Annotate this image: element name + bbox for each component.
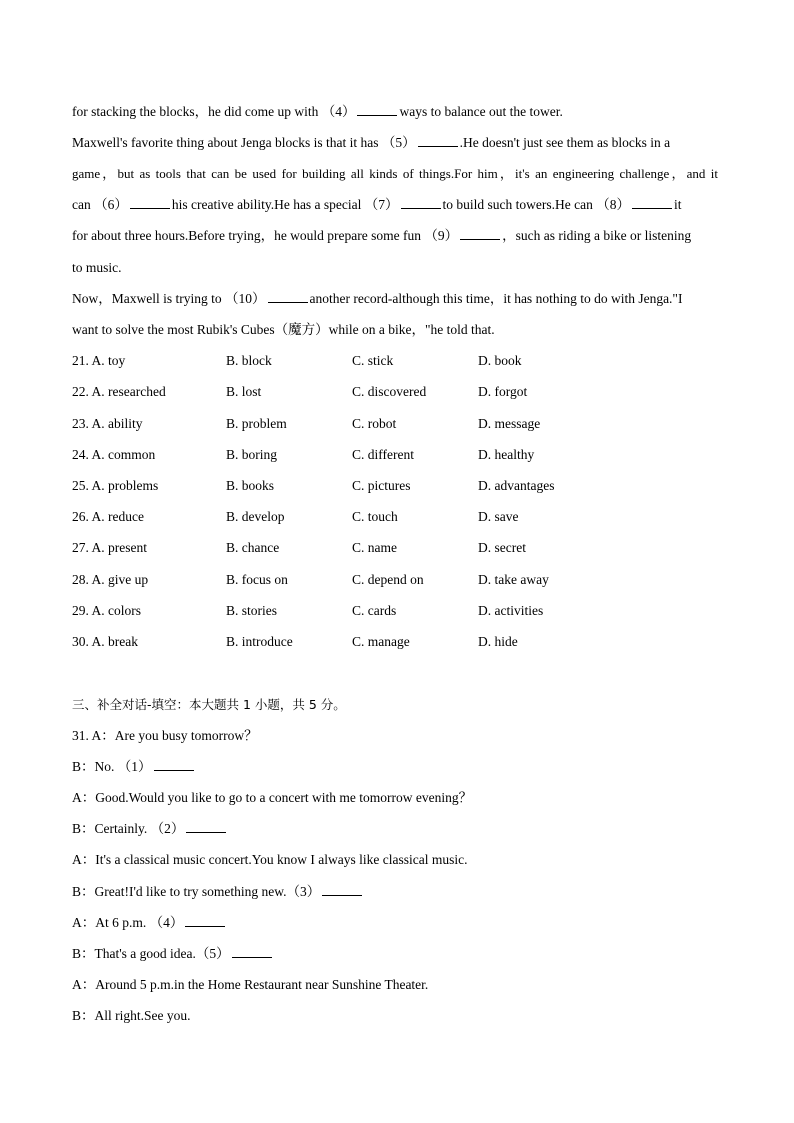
passage-line-4 <box>72 196 682 214</box>
dialogue-blank-5 <box>232 945 272 958</box>
dialogue-text: B：All right.See you. <box>72 1008 191 1023</box>
passage-line-6: to music. <box>72 260 122 275</box>
dialogue-text: A：Around 5 p.m.in the Home Restaurant near Sunshine Theater. <box>72 977 429 992</box>
option-c: C. different <box>352 447 414 462</box>
option-d: D. message <box>478 416 541 431</box>
dialogue-line <box>72 820 228 838</box>
dialogue-text: 31. A：Are you busy tomorrow？ <box>72 728 258 743</box>
option-c: C. pictures <box>352 478 411 493</box>
answer-blank-5 <box>418 134 458 147</box>
passage-text: for stacking the blocks，he did come up with （4） <box>72 104 356 119</box>
dialogue-line <box>72 851 467 869</box>
passage-text: ，such as riding a bike or listening <box>502 228 692 243</box>
dialogue-text: A：Good.Would you like to go to a concert with me tomorrow evening？ <box>72 790 473 805</box>
dialogue-text: B：No. （1） <box>72 759 152 774</box>
option-b: B. develop <box>226 509 285 524</box>
passage-text: another record-although this time，it has nothing to do with Jenga."I <box>309 291 683 306</box>
dialogue-line <box>72 727 258 745</box>
answer-blank-10 <box>268 290 308 303</box>
passage-text: Now，Maxwell is trying to （10） <box>72 291 266 306</box>
option-b: B. books <box>226 478 275 493</box>
passage-text: Maxwell's favorite thing about Jenga blocks is that it has （5） <box>72 135 416 150</box>
passage-text: can （6） <box>72 197 128 212</box>
option-c: C. cards <box>352 603 397 618</box>
option-c: C. discovered <box>352 384 427 399</box>
dialogue-text: B：Great!I'd like to try something new.（3） <box>72 884 321 899</box>
passage-text: for about three hours.Before trying，he would prepare some fun （9） <box>72 228 459 243</box>
dialogue-line <box>72 883 364 901</box>
option-d: D. forgot <box>478 384 528 399</box>
passage-text: it <box>674 197 682 212</box>
option-b: B. focus on <box>226 572 288 587</box>
passage-text: .He doesn't just see them as blocks in a <box>459 135 671 150</box>
dialogue-line <box>72 976 428 994</box>
option-c: C. stick <box>352 353 394 368</box>
dialogue-blank-2 <box>186 820 226 833</box>
option-b: B. chance <box>226 540 280 555</box>
option-a: 23. A. ability <box>72 416 143 431</box>
option-b: B. lost <box>226 384 262 399</box>
document-page <box>72 0 724 1123</box>
passage-line-7 <box>72 290 682 308</box>
option-b: B. problem <box>226 416 287 431</box>
option-d: D. healthy <box>478 447 535 462</box>
dialogue-line <box>72 789 472 807</box>
option-b: B. block <box>226 353 272 368</box>
passage-line-1 <box>72 103 563 121</box>
answer-blank-6 <box>130 196 170 209</box>
answer-blank-8 <box>632 196 672 209</box>
dialogue-text: B：Certainly. （2） <box>72 821 185 836</box>
option-b: B. boring <box>226 447 278 462</box>
section-heading: 三、补全对话-填空：本大题共 1 小题，共 5 分。 <box>72 697 346 712</box>
dialogue-blank-4 <box>185 914 225 927</box>
dialogue-text: A：It's a classical music concert.You know I always like classical music. <box>72 852 468 867</box>
option-a: 27. A. present <box>72 540 147 555</box>
option-c: C. robot <box>352 416 397 431</box>
passage-line-3: game，but as tools that can be used for building all kinds of things.For him，it's an engineering challenge，and it <box>72 166 718 181</box>
option-c: C. touch <box>352 509 398 524</box>
dialogue-blank-3 <box>322 883 362 896</box>
option-d: D. hide <box>478 634 518 649</box>
dialogue-line <box>72 1007 191 1025</box>
dialogue-text: B：That's a good idea.（5） <box>72 946 230 961</box>
option-c: C. depend on <box>352 572 424 587</box>
passage-text: ways to balance out the tower. <box>399 104 563 119</box>
option-a: 25. A. problems <box>72 478 159 493</box>
option-d: D. book <box>478 353 522 368</box>
option-a: 21. A. toy <box>72 353 126 368</box>
option-a: 29. A. colors <box>72 603 141 618</box>
option-a: 28. A. give up <box>72 572 149 587</box>
option-d: D. secret <box>478 540 526 555</box>
option-c: C. manage <box>352 634 410 649</box>
passage-line-2 <box>72 134 670 152</box>
answer-blank-9 <box>460 227 500 240</box>
option-d: D. activities <box>478 603 544 618</box>
dialogue-line <box>72 914 227 932</box>
dialogue-line <box>72 758 196 776</box>
option-b: B. introduce <box>226 634 293 649</box>
passage-line-5 <box>72 227 691 245</box>
passage-text: his creative ability.He has a special （7） <box>171 197 399 212</box>
option-a: 22. A. researched <box>72 384 166 399</box>
option-b: B. stories <box>226 603 278 618</box>
answer-blank-4 <box>357 103 397 116</box>
option-d: D. advantages <box>478 478 555 493</box>
option-a: 24. A. common <box>72 447 156 462</box>
answer-blank-7 <box>401 196 441 209</box>
option-a: 30. A. break <box>72 634 138 649</box>
passage-text: to build such towers.He can （8） <box>442 197 631 212</box>
dialogue-blank-1 <box>154 758 194 771</box>
option-c: C. name <box>352 540 397 555</box>
dialogue-line <box>72 945 274 963</box>
passage-line-8: want to solve the most Rubik's Cubes（魔方）while on a bike，"he told that. <box>72 322 495 337</box>
dialogue-text: A：At 6 p.m. （4） <box>72 915 184 930</box>
option-d: D. take away <box>478 572 549 587</box>
option-d: D. save <box>478 509 519 524</box>
option-a: 26. A. reduce <box>72 509 144 524</box>
